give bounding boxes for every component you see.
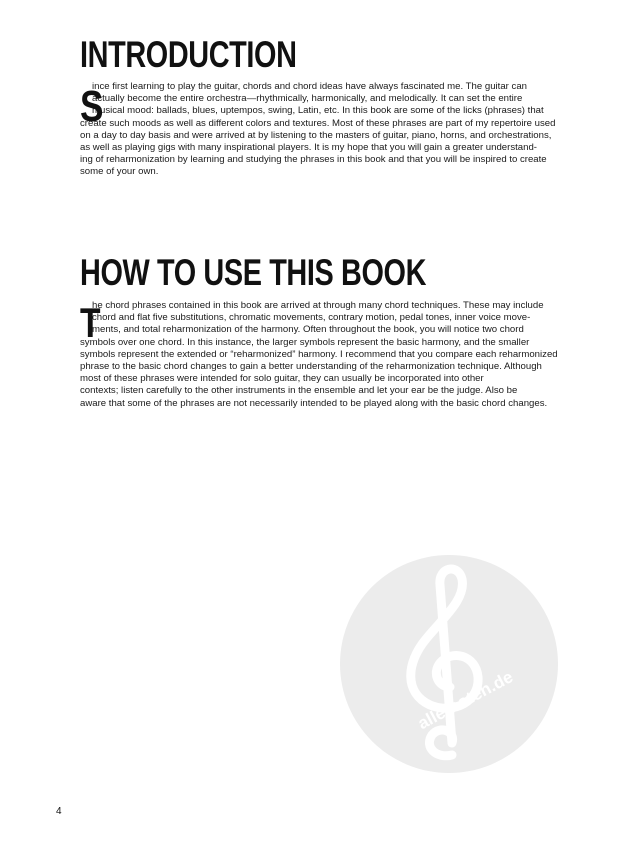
text-line: create such moods as well as different colors and textures. Most of these phrases are part of my repertoire used — [80, 117, 556, 129]
text-line: as well as playing gigs with many inspirational players. It is my hope that you will gain a greater understand- — [80, 142, 538, 154]
text-line: ing of reharmonization by learning and studying the phrases in this book and that you will be inspired to create — [80, 154, 547, 166]
how-to-use-heading: HOW TO USE THIS BOOK — [80, 252, 427, 293]
text-line: symbols represent the extended or “reharmonized” harmony. I recommend that you compare each reharmonized — [80, 348, 558, 360]
watermark — [340, 555, 558, 773]
introduction-heading: INTRODUCTION — [80, 34, 297, 75]
text-line: actually become the entire orchestra—rhythmically, harmonically, and melodically. It can set the entire — [92, 93, 523, 105]
text-line: chord and flat five substitutions, chromatic movements, contrary motion, pedal tones, inner voice move- — [92, 312, 531, 324]
text-line: some of your own. — [80, 166, 159, 178]
text-line: phrase to the basic chord changes to gain a better understanding of the reharmonization technique. Although — [80, 361, 542, 373]
text-line: most of these phrases were intended for solo guitar, they can usually be incorporated into other — [80, 373, 484, 385]
page-number: 4 — [56, 806, 62, 817]
text-line: symbols over one chord. In this instance, the larger symbols represent the basic harmony, and the smaller — [80, 336, 530, 348]
text-line: musical mood: ballads, blues, uptempos, swing, Latin, etc. In this book are some of the licks (phrases) that — [92, 105, 544, 117]
introduction-drop-cap: S — [80, 82, 104, 131]
watermark-text: alle-noten.de — [414, 667, 517, 734]
text-line: on a day to day basis and were arrived at by listening to the masters of guitar, piano, horns, and orchestrations, — [80, 129, 552, 141]
text-line: he chord phrases contained in this book are arrived at through many chord techniques. These may include — [92, 300, 544, 311]
how-to-use-drop-cap: T — [80, 299, 101, 346]
introduction-text — [80, 81, 560, 179]
how-to-use-text — [80, 300, 560, 410]
text-line: ments, and total reharmonization of the harmony. Often throughout the book, you will notice two chord — [92, 324, 524, 336]
text-line: contexts; listen carefully to the other instruments in the ensemble and let your ear be the judge. Also be — [80, 385, 518, 397]
text-line: aware that some of the phrases are not necessarily intended to be played along with the basic chord changes. — [80, 397, 548, 409]
text-line: ince first learning to play the guitar, chords and chord ideas have always fascinated me. The guitar can — [92, 81, 527, 92]
